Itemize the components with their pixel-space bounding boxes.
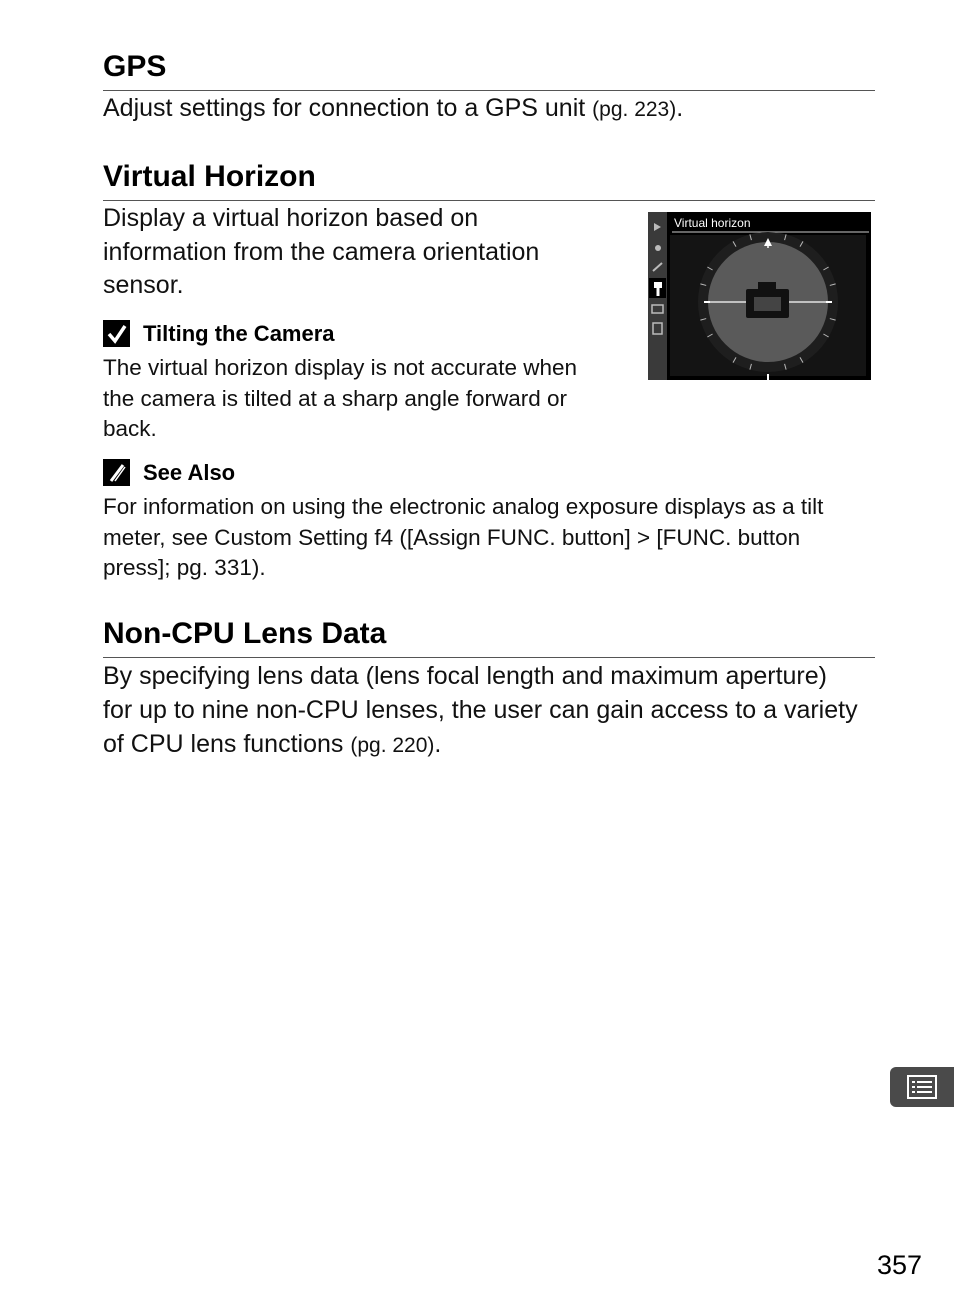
non-cpu-line-3: of CPU lens functions	[103, 730, 351, 758]
screen-title: Virtual horizon	[674, 216, 751, 230]
virtual-horizon-description	[103, 202, 623, 303]
virtual-horizon-screen	[648, 212, 871, 380]
gps-description	[103, 92, 683, 126]
virtual-horizon-display	[648, 212, 871, 380]
gps-page-ref: (pg. 223)	[592, 98, 677, 121]
checkmark-icon	[103, 320, 130, 347]
non-cpu-line-1: By specifying lens data (lens focal length and maximum aperture)	[103, 662, 827, 690]
pencil-icon	[103, 459, 130, 486]
tilting-note-title: Tilting the Camera	[143, 320, 335, 346]
see-also-text	[103, 492, 883, 584]
shooting-menu-icon	[655, 245, 661, 251]
non-cpu-line-2: for up to nine non-CPU lenses, the user can gain access to a variety	[103, 696, 858, 724]
virtual-horizon-title: Virtual Horizon	[103, 160, 316, 193]
vh-line-1: Display a virtual horizon based on	[103, 204, 479, 232]
non-cpu-heading	[103, 614, 875, 658]
non-cpu-description	[103, 659, 883, 763]
tilting-note-heading	[103, 320, 335, 347]
page-number: 357	[876, 1250, 922, 1280]
vh-line-3: sensor.	[103, 271, 184, 299]
gps-heading	[103, 48, 875, 91]
menu-list-icon	[907, 1075, 937, 1099]
tilting-line-2: the camera is tilted at a sharp angle forward or	[103, 385, 567, 411]
see-also-title: See Also	[143, 459, 236, 485]
see-also-line-3: press]; pg. 331).	[103, 555, 266, 580]
non-cpu-page-ref: (pg. 220)	[350, 734, 435, 757]
non-cpu-title: Non-CPU Lens Data	[103, 617, 387, 650]
virtual-horizon-heading	[103, 157, 875, 201]
tilting-line-1: The virtual horizon display is not accurate when	[103, 355, 577, 380]
vh-line-2: information from the camera orientation	[103, 237, 540, 266]
tilting-note-text	[103, 353, 623, 445]
non-cpu-tail: .	[434, 730, 442, 758]
see-also-heading	[103, 459, 235, 486]
see-also-line-2: meter, see Custom Setting f4 ([Assign FUNC. button] > [FUNC. button	[103, 524, 801, 550]
gps-body: Adjust settings for connection to a GPS unit	[103, 94, 593, 122]
gps-tail: .	[676, 94, 684, 122]
gps-title: GPS	[103, 50, 167, 83]
tilting-line-3: back.	[103, 416, 157, 441]
chapter-tab	[890, 1067, 954, 1107]
see-also-line-1: For information on using the electronic analog exposure displays as a tilt	[103, 494, 824, 519]
